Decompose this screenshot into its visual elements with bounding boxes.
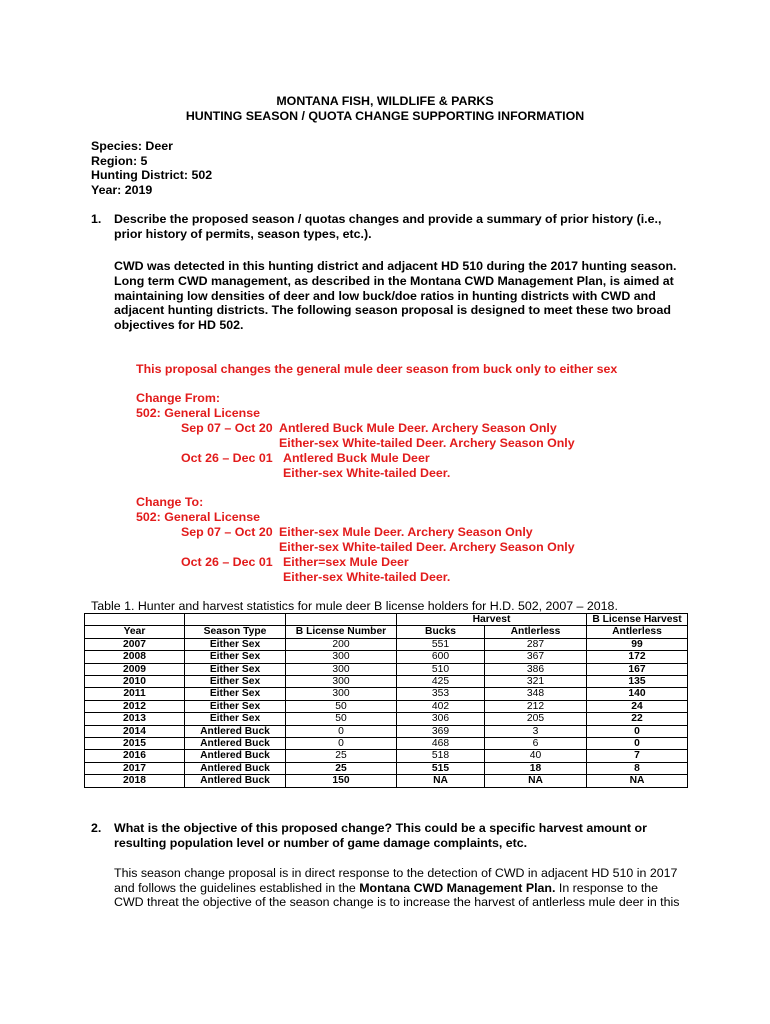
answer-2-text: and follows the guidelines established in the (114, 881, 360, 895)
table-group-header-row (85, 614, 688, 626)
season-dates: Sep 07 – Oct 20 (181, 421, 273, 435)
b-license-antlerless-cell: 135 (587, 676, 688, 688)
question-2-text: What is the objective of this proposed change? This could be a specific harvest amount or (114, 821, 647, 835)
change-from-license: 502: General License (136, 406, 260, 420)
bucks-cell: 600 (397, 651, 485, 663)
bucks-cell: 369 (397, 725, 485, 737)
b-license-number-cell: 300 (286, 663, 397, 675)
column-header-bucks: Bucks (397, 626, 485, 638)
year-cell: 2013 (85, 713, 185, 725)
year-cell: 2008 (85, 651, 185, 663)
season-description: Either-sex White-tailed Deer. (283, 570, 451, 584)
season-description: Either-sex White-tailed Deer. (283, 466, 451, 480)
season-dates: Sep 07 – Oct 20 (181, 525, 273, 539)
season-type-cell: Either Sex (185, 651, 286, 663)
answer-2-line (114, 881, 658, 896)
antlerless-cell: 18 (485, 762, 587, 774)
region-label: Region: 5 (91, 154, 148, 168)
column-header-season-type: Season Type (185, 626, 286, 638)
season-dates: Oct 26 – Dec 01 (181, 555, 273, 569)
season-type-cell: Either Sex (185, 676, 286, 688)
bucks-cell: 402 (397, 700, 485, 712)
bucks-cell: 468 (397, 738, 485, 750)
season-description: Either-sex White-tailed Deer. Archery Season Only (279, 540, 575, 554)
table-row (85, 638, 688, 650)
season-type-cell: Either Sex (185, 713, 286, 725)
antlerless-cell: 205 (485, 713, 587, 725)
antlerless-cell: NA (485, 775, 587, 787)
table-row (85, 688, 688, 700)
b-license-number-cell: 50 (286, 700, 397, 712)
b-license-number-cell: 300 (286, 676, 397, 688)
b-license-antlerless-cell: 7 (587, 750, 688, 762)
table-row (85, 700, 688, 712)
table-row (85, 725, 688, 737)
season-description: Either-sex White-tailed Deer. Archery Season Only (279, 436, 575, 450)
b-license-number-cell: 0 (286, 725, 397, 737)
year-cell: 2009 (85, 663, 185, 675)
b-license-number-cell: 0 (286, 738, 397, 750)
season-type-cell: Antlered Buck (185, 738, 286, 750)
season-type-cell: Either Sex (185, 638, 286, 650)
year-cell: 2017 (85, 762, 185, 774)
b-license-harvest-group-header: B License Harvest (587, 614, 688, 626)
b-license-number-cell: 300 (286, 651, 397, 663)
answer-1-line: maintaining low densities of deer and low buck/doe ratios in hunting districts with CWD and (114, 289, 656, 303)
bucks-cell: 515 (397, 762, 485, 774)
season-type-cell: Antlered Buck (185, 775, 286, 787)
question-2-number: 2. (91, 821, 102, 835)
table-cell (185, 614, 286, 626)
column-header-b-license-number: B License Number (286, 626, 397, 638)
b-license-antlerless-cell: 22 (587, 713, 688, 725)
antlerless-cell: 386 (485, 663, 587, 675)
b-license-number-cell: 50 (286, 713, 397, 725)
b-license-antlerless-cell: 99 (587, 638, 688, 650)
table-header-row (85, 626, 688, 638)
table-row (85, 713, 688, 725)
year-cell: 2011 (85, 688, 185, 700)
year-cell: 2016 (85, 750, 185, 762)
year-cell: 2015 (85, 738, 185, 750)
district-label: Hunting District: 502 (91, 168, 213, 182)
b-license-number-cell: 25 (286, 750, 397, 762)
proposal-summary: This proposal changes the general mule deer season from buck only to either sex (136, 362, 618, 376)
season-description: Either-sex Mule Deer. Archery Season Only (279, 525, 533, 539)
year-cell: 2018 (85, 775, 185, 787)
species-label: Species: Deer (91, 139, 173, 153)
year-label: Year: 2019 (91, 183, 153, 197)
table-caption: Table 1. Hunter and harvest statistics for mule deer B license holders for H.D. 502, 2007 – 2018. (91, 599, 618, 613)
b-license-number-cell: 150 (286, 775, 397, 787)
table-row (85, 738, 688, 750)
season-type-cell: Either Sex (185, 688, 286, 700)
answer-1-line: CWD was detected in this hunting district and adjacent HD 510 during the 2017 hunting season. (114, 259, 677, 273)
bucks-cell: 518 (397, 750, 485, 762)
document-title: HUNTING SEASON / QUOTA CHANGE SUPPORTING INFORMATION (185, 109, 585, 123)
answer-2-line: CWD threat the objective of the season change is to increase the harvest of antlerless mule deer in this (114, 895, 680, 909)
bucks-cell: 353 (397, 688, 485, 700)
bucks-cell: 510 (397, 663, 485, 675)
b-license-antlerless-cell: 24 (587, 700, 688, 712)
b-license-antlerless-cell: 8 (587, 762, 688, 774)
year-cell: 2012 (85, 700, 185, 712)
question-1-text: Describe the proposed season / quotas changes and provide a summary of prior history (i.e., (114, 212, 662, 226)
season-type-cell: Antlered Buck (185, 762, 286, 774)
b-license-antlerless-cell: NA (587, 775, 688, 787)
antlerless-cell: 287 (485, 638, 587, 650)
season-description: Antlered Buck Mule Deer (283, 451, 430, 465)
antlerless-cell: 40 (485, 750, 587, 762)
season-description: Either=sex Mule Deer (283, 555, 409, 569)
agency-title: MONTANA FISH, WILDLIFE & PARKS (276, 94, 494, 108)
year-cell: 2014 (85, 725, 185, 737)
change-to-heading: Change To: (136, 495, 204, 509)
season-type-cell: Either Sex (185, 700, 286, 712)
bucks-cell: 425 (397, 676, 485, 688)
answer-2-line: This season change proposal is in direct response to the detection of CWD in adjacent HD 510 in 2017 (114, 866, 678, 880)
season-description: Antlered Buck Mule Deer. Archery Season Only (279, 421, 557, 435)
year-cell: 2010 (85, 676, 185, 688)
antlerless-cell: 321 (485, 676, 587, 688)
b-license-antlerless-cell: 167 (587, 663, 688, 675)
b-license-antlerless-cell: 0 (587, 738, 688, 750)
season-type-cell: Either Sex (185, 663, 286, 675)
question-1-text-cont: prior history of permits, season types, etc.). (114, 227, 372, 241)
answer-1-line: objectives for HD 502. (114, 318, 244, 332)
cwd-plan-reference: Montana CWD Management Plan. (359, 881, 556, 895)
b-license-antlerless-cell: 140 (587, 688, 688, 700)
table-row (85, 750, 688, 762)
b-license-antlerless-cell: 0 (587, 725, 688, 737)
season-type-cell: Antlered Buck (185, 750, 286, 762)
season-dates: Oct 26 – Dec 01 (181, 451, 273, 465)
bucks-cell: 551 (397, 638, 485, 650)
question-1-number: 1. (91, 212, 102, 226)
column-header-b-license-antlerless: Antlerless (587, 626, 688, 638)
harvest-group-header: Harvest (397, 614, 587, 626)
b-license-antlerless-cell: 172 (587, 651, 688, 663)
bucks-cell: NA (397, 775, 485, 787)
antlerless-cell: 348 (485, 688, 587, 700)
question-2-text-cont: resulting population level or number of game damage complaints, etc. (114, 836, 528, 850)
bucks-cell: 306 (397, 713, 485, 725)
table-row (85, 663, 688, 675)
table-row (85, 651, 688, 663)
answer-1-line: Long term CWD management, as described in the Montana CWD Management Plan, is aimed at (114, 274, 674, 288)
answer-1-line: adjacent hunting districts. The following season proposal is designed to meet these two broad (114, 303, 671, 317)
table-row (85, 775, 688, 787)
harvest-statistics-table (84, 613, 688, 788)
antlerless-cell: 367 (485, 651, 587, 663)
season-type-cell: Antlered Buck (185, 725, 286, 737)
table-cell (286, 614, 397, 626)
table-cell (85, 614, 185, 626)
column-header-year: Year (85, 626, 185, 638)
b-license-number-cell: 300 (286, 688, 397, 700)
b-license-number-cell: 200 (286, 638, 397, 650)
antlerless-cell: 212 (485, 700, 587, 712)
year-cell: 2007 (85, 638, 185, 650)
antlerless-cell: 6 (485, 738, 587, 750)
change-to-license: 502: General License (136, 510, 260, 524)
table-row (85, 762, 688, 774)
b-license-number-cell: 25 (286, 762, 397, 774)
answer-2-text: In response to the (555, 881, 659, 895)
table-row (85, 676, 688, 688)
change-from-heading: Change From: (136, 391, 220, 405)
antlerless-cell: 3 (485, 725, 587, 737)
column-header-antlerless: Antlerless (485, 626, 587, 638)
